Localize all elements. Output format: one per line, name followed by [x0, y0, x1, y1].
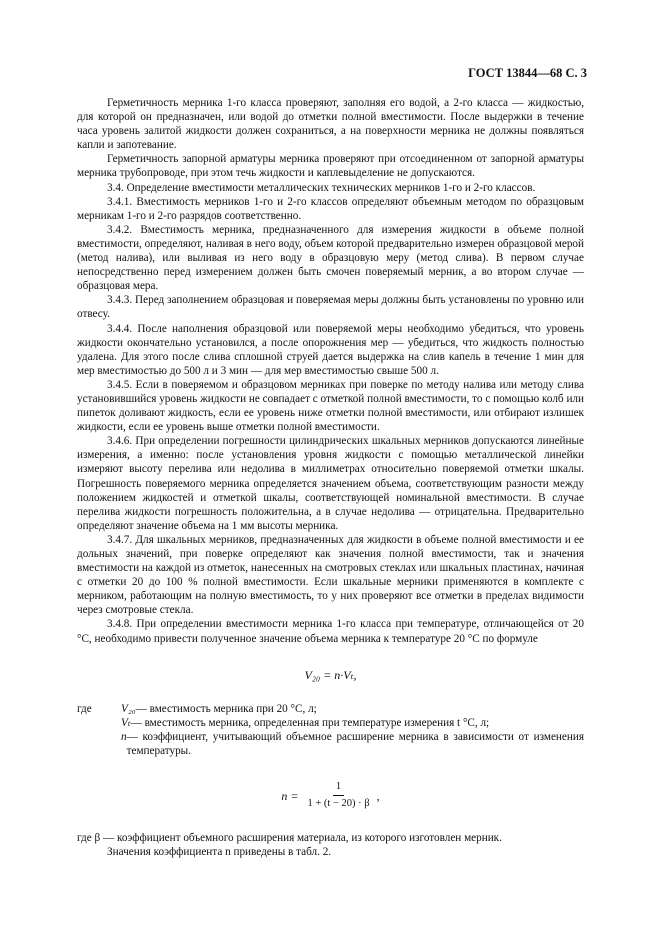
formula-n [77, 780, 584, 811]
where-label: где [77, 702, 92, 715]
formula-v20: V₂₀ = n·Vₜ, [304, 667, 357, 682]
definition-text: — вместимость мерника при 20 °С, л; [135, 702, 317, 715]
paragraph: 3.4.8. При определении вместимости мерника 1-го класса при температуре, отличающейся от 20 °С, необходимо привести полученное значение объема мерника к температуре 20 °С по формуле [77, 618, 584, 645]
definition-term: V₂₀ [121, 702, 136, 715]
paragraph: 3.4.2. Вместимость мерника, предназначенного для измерения жидкости в объеме полной вместимости, определяют, наливая в него воду, объем которой предварительно измерен образцовой мерой (метод налива), или выливая из него воду в образцовую меру (метод слива). В первом случае непосредственно перед измерением должен быть смочен поверяемый мерник, а во втором случае — образцовая мера. [77, 223, 584, 293]
definition-item [77, 716, 584, 730]
paragraph: 3.4.6. При определении погрешности цилиндрических шкальных мерников допускаются линейные измерения, а именно: после установления уровня жидкости с помощью металлической линейки измеряют высоту перелива или недолива в миллиметрах относительно поверяемой отметки шкалы. Погрешность поверяемого мерника определяется значением объема, соответствующим разности между положением жидкостей и отметкой шкалы, соответствующей номинальной вместимости. В случае перелива жидкости погрешность положительна, а в случае недолива — отрицательна. Предварительно определяют значение объема на 1 мм высоты мерника. [77, 435, 584, 532]
definition-text: — вместимость мерника, определенная при температуре измерения t °С, л; [130, 716, 490, 729]
definition-item [77, 702, 584, 716]
paragraph: 3.4.4. После наполнения образцовой или поверяемой меры необходимо убедиться, что уровень жидкости окончательно установился, а после опорожнения мер — убедиться, что жидкость полностью удалена. Для этого после слива сплошной струей дается выдержка на слив капель в течение 1 мин для мер вместимостью до 500 л и 3 мин — для мер вместимостью свыше 500 л. [77, 322, 584, 377]
fraction-denominator: 1 + (t − 20) · β [307, 798, 370, 810]
paragraph: 3.4. Определение вместимости металлических технических мерников 1-го и 2-го классов. [107, 181, 536, 194]
paragraph: Герметичность мерника 1-го класса проверяют, заполняя его водой, а 2-го класса — жидкостью, для которой он предназначен, или водой до отметки полной вместимости. После выдержки в течение часа уровень залитой жидкости должен сохраниться, а на поверхности мерника не должны появляться капли и запотевание. [77, 97, 584, 152]
paragraph: Значения коэффициента n приведены в табл. 2. [107, 846, 332, 859]
paragraph: Герметичность запорной арматуры мерника проверяют при отсоединенном от запорной арматуры мерника трубопроводе, при этом течь жидкости и каплевыделение не допускаются. [77, 153, 584, 180]
definitions-list [77, 702, 584, 758]
definition-text: — коэффициент, учитывающий объемное расширение мерника в зависимости от изменения температуры. [126, 730, 584, 758]
formula-lhs: n = [281, 788, 299, 803]
definition-item [77, 730, 584, 758]
beta-definition: где β — коэффициент объемного расширения материала, из которого изготовлен мерник. [77, 832, 502, 845]
fraction-numerator: 1 [333, 780, 344, 796]
definition-term: n [121, 730, 127, 743]
paragraph: 3.4.7. Для шкальных мерников, предназначенных для жидкости в объеме полной вместимости и ее дольных значений, при поверке определяют как значения полной вместимости, так и значения вместимости на каждой из отметок, нанесенных на смотровых стеклах или шкальных пластинах, начиная с отметки 20 до 100 % полной вместимости. Если шкальные мерники применяются в комплекте с мерником, работающим на полную вместимость, то у них проверяют все отметки в пределах видимости через смотровые стекла. [77, 533, 584, 617]
definition-term: Vₜ [121, 716, 131, 729]
paragraph: 3.4.3. Перед заполнением образцовая и поверяемая меры должны быть установлены по уровню или отвесу. [77, 294, 584, 321]
fraction [305, 780, 373, 811]
page-header: ГОСТ 13844—68 С. 3 [468, 66, 587, 80]
paragraph: 3.4.5. Если в поверяемом и образцовом мерниках при поверке по методу налива или методу слива установившийся уровень жидкости не совпадает с отметкой полной вместимости, то с помощью колб или пипеток доливают жидкость, если ее уровень ниже отметки полной вместимости, или отбирают излишек жидкости, если ее уровень выше отметки полной вместимости. [77, 378, 584, 434]
paragraph: 3.4.1. Вместимость мерников 1-го и 2-го классов определяют объемным методом по образцовым мерникам 1-го и 2-го разрядов соответственно. [77, 195, 584, 222]
formula-tail: , [376, 788, 380, 803]
document-body [77, 96, 584, 860]
